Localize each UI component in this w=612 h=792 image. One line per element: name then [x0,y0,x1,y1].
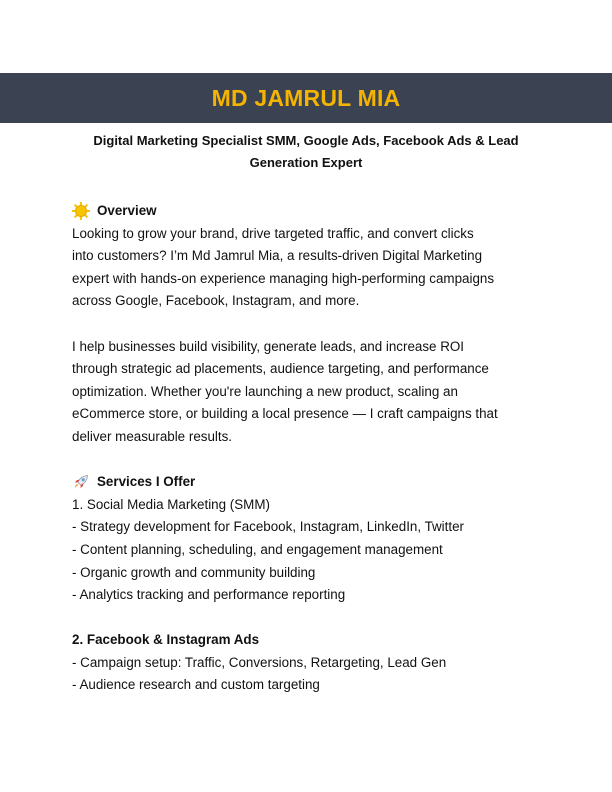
services-heading-label: Services I Offer [97,474,196,490]
resume-body [72,200,552,697]
spacer [72,607,552,630]
sun-icon [72,202,90,220]
subtitle-line: Generation Expert [249,155,363,170]
smm-section [72,494,552,607]
subtitle [60,130,552,174]
overview-heading-label: Overview [97,203,157,218]
text-line: expert with hands-on experience managing high-performing campaigns [72,270,495,286]
text-line: Looking to grow your brand, drive targeted traffic, and convert clicks [72,225,474,241]
overview-paragraph-2 [72,336,552,449]
list-item: - Campaign setup: Traffic, Conversions, Retargeting, Lead Gen [72,654,447,670]
spacer [72,313,552,336]
ads-section [72,629,552,697]
subtitle-line: Digital Marketing Specialist SMM, Google Ads, Facebook Ads & Lead [93,133,519,148]
list-item: - Analytics tracking and performance reporting [72,587,346,603]
list-item: - Strategy development for Facebook, Instagram, LinkedIn, Twitter [72,519,464,535]
page-title: MD JAMRUL MIA [211,84,401,111]
list-item: - Audience research and custom targeting [72,677,320,693]
text-line: eCommerce store, or building a local presence — I craft campaigns that [72,406,498,422]
list-item: - Organic growth and community building [72,564,316,580]
text-line: optimization. Whether you're launching a new product, scaling an [72,383,458,399]
spacer [72,449,552,472]
services-heading [72,471,552,494]
text-line: I help businesses build visibility, generate leads, and increase ROI [72,338,465,354]
overview-heading [72,200,552,223]
text-line: through strategic ad placements, audience targeting, and performance [72,361,489,377]
text-line: deliver measurable results. [72,428,233,444]
ads-title: 2. Facebook & Instagram Ads [72,632,260,648]
list-item: - Content planning, scheduling, and engagement management [72,541,443,557]
header-band [0,73,612,123]
overview-paragraph-1 [72,223,552,313]
smm-title: 1. Social Media Marketing (SMM) [72,496,270,512]
text-line: into customers? I’m Md Jamrul Mia, a results-driven Digital Marketing [72,248,483,264]
text-line: across Google, Facebook, Instagram, and more. [72,293,360,309]
rocket-icon [72,473,90,491]
